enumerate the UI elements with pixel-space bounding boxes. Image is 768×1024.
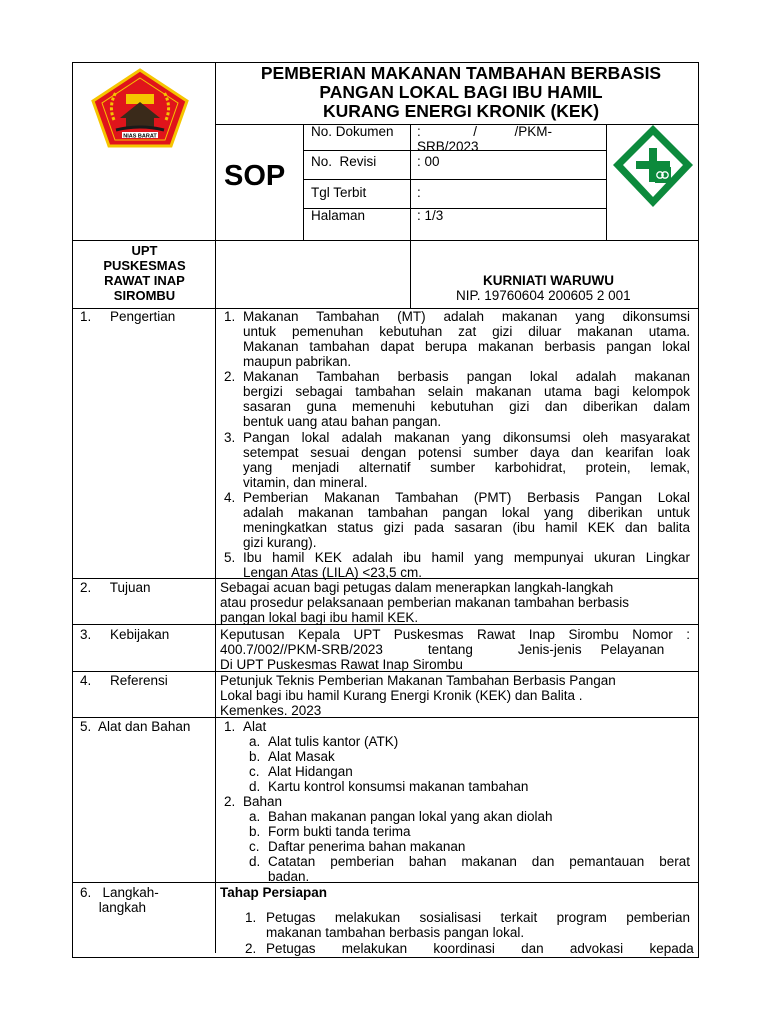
- list-item-line: bentuk uang atau bahan pangan.: [243, 414, 442, 429]
- list-item-line: Lengan Atas (LILA) <23,5 cm.: [243, 565, 422, 580]
- list-item-line: sasaran guna memenuhi kebutuhan gizi dan diberikan dalam: [243, 399, 690, 414]
- sub-letter: a.: [249, 734, 261, 749]
- list-item-line: gizi kurang).: [243, 535, 317, 550]
- divider: [72, 717, 699, 718]
- org-name-line: PUSKESMAS: [103, 258, 186, 273]
- document-title-line: PEMBERIAN MAKANAN TAMBAHAN BERBASIS: [260, 63, 662, 83]
- sub-item: Alat Masak: [268, 749, 335, 764]
- list-number: 5.: [224, 550, 236, 565]
- sub-item: badan.: [268, 869, 310, 884]
- list-number: 1.: [224, 309, 236, 324]
- divider: [303, 124, 304, 240]
- sub-item: Form bukti tanda terima: [268, 824, 411, 839]
- info-label-issue-date: Tgl Terbit: [311, 185, 367, 200]
- paragraph-line: atau prosedur pelaksanaan pemberian makanan tambahan berbasis: [220, 595, 630, 610]
- divider: [410, 124, 411, 308]
- paragraph-line: 400.7/002//PKM-SRB/2023 tentang Jenis-jenis Pelayanan: [220, 642, 665, 657]
- list-number: 2.: [224, 794, 236, 809]
- sub-item: Alat Hidangan: [268, 764, 353, 779]
- paragraph-line: Petunjuk Teknis Pemberian Makanan Tambahan Berbasis Pangan: [220, 673, 616, 688]
- sub-letter: c.: [249, 764, 260, 779]
- sub-item: Kartu kontrol konsumsi makanan tambahan: [268, 779, 529, 794]
- list-item-line: setempat sesuai dengan potensi sumber daya dan kearifan loak: [243, 445, 690, 460]
- info-value-doc-number-cont: SRB/2023: [417, 139, 479, 154]
- list-item-line: Petugas melakukan sosialisasi terkait program pemberian: [266, 910, 690, 925]
- sub-letter: a.: [249, 809, 261, 824]
- list-item-line: yang menjadi alternatif sumber karbohidrat, protein, lemak,: [243, 460, 690, 475]
- list-item-line: makanan tambahan berbasis pangan lokal.: [266, 925, 525, 940]
- puskesmas-logo: [610, 122, 696, 214]
- group-title: Bahan: [243, 794, 283, 809]
- sop-label: SOP: [224, 160, 286, 192]
- list-number: 2.: [245, 941, 257, 956]
- info-value-revision: : 00: [417, 154, 440, 169]
- paragraph-line: pangan lokal bagi ibu hamil KEK.: [220, 610, 419, 625]
- document-title-line: PANGAN LOKAL BAGI IBU HAMIL: [319, 82, 603, 102]
- sub-letter: b.: [249, 749, 261, 764]
- list-item-line: meningkatkan status gizi pada sasaran (ibu hamil KEK dan balita: [243, 520, 690, 535]
- sub-item: Daftar penerima bahan makanan: [268, 839, 466, 854]
- list-number: 4.: [224, 490, 236, 505]
- divider: [215, 62, 216, 953]
- org-name-line: SIROMBU: [113, 288, 176, 303]
- section-label-kebijakan: 3. Kebijakan: [80, 627, 170, 642]
- section-label-pengertian: 1. Pengertian: [80, 309, 176, 324]
- paragraph-line: Sebagai acuan bagi petugas dalam menerapkan langkah-langkah: [220, 580, 614, 595]
- sub-item: Catatan pemberian bahan makanan dan pemantauan berat: [268, 854, 690, 869]
- section-label-langkah: langkah: [80, 900, 147, 915]
- list-item-line: untuk pemenuhan kebutuhan zat gizi diluar makanan utama.: [243, 324, 690, 339]
- signer-name: KURNIATI WARUWU: [483, 273, 614, 288]
- stage-title: Tahap Persiapan: [220, 885, 328, 900]
- list-item-line: Pangan lokal adalah makanan yang dikonsumsi oleh masyarakat: [243, 430, 690, 445]
- info-label-revision: No. Revisi: [311, 154, 377, 169]
- paragraph-line: Keputusan Kepala UPT Puskesmas Rawat Inap Sirombu Nomor :: [220, 627, 690, 642]
- paragraph-line: Kemenkes. 2023: [220, 703, 322, 718]
- sub-letter: c.: [249, 839, 260, 854]
- list-item-line: maupun pabrikan.: [243, 354, 352, 369]
- divider: [606, 124, 607, 240]
- list-item-line: vitamin, dan mineral.: [243, 475, 368, 490]
- svg-text:NIAS BARAT: NIAS BARAT: [123, 133, 157, 140]
- regency-emblem: [90, 68, 190, 150]
- list-number: 1.: [224, 719, 236, 734]
- signer-nip: NIP. 19760604 200605 2 001: [456, 288, 631, 303]
- list-number: 1.: [245, 910, 257, 925]
- list-number: 2.: [224, 369, 236, 384]
- sub-letter: d.: [249, 779, 261, 794]
- list-item-line: Makanan Tambahan (MT) adalah makanan yang dikonsumsi: [243, 309, 690, 324]
- sub-item: Alat tulis kantor (ATK): [268, 734, 399, 749]
- info-label-doc-number: No. Dokumen: [311, 124, 394, 139]
- divider: [72, 240, 699, 241]
- section-label-langkah: 6. Langkah-: [80, 885, 159, 900]
- divider: [303, 179, 606, 180]
- sub-letter: d.: [249, 854, 261, 869]
- list-item-line: Pemberian Makanan Tambahan (PMT) Berbasis Pangan Lokal: [243, 490, 690, 505]
- info-label-page: Halaman: [311, 208, 366, 223]
- section-label-alat-bahan: 5. Alat dan Bahan: [80, 719, 191, 734]
- divider: [72, 882, 699, 883]
- section-label-tujuan: 2. Tujuan: [80, 580, 151, 595]
- list-item-line: Makanan Tambahan berbasis pangan lokal adalah makanan: [243, 369, 690, 384]
- group-title: Alat: [243, 719, 267, 734]
- section-label-referensi: 4. Referensi: [80, 673, 168, 688]
- sub-item: Bahan makanan pangan lokal yang akan diolah: [268, 809, 553, 824]
- paragraph-line: Di UPT Puskesmas Rawat Inap Sirombu: [220, 657, 463, 672]
- list-item-line: Ibu hamil KEK adalah ibu hamil yang mempunyai ukuran Lingkar: [243, 550, 690, 565]
- org-name-line: UPT: [131, 243, 158, 258]
- list-item-line: adalah makanan tambahan pangan lokal yang diberikan untuk: [243, 505, 690, 520]
- paragraph-line: Lokal bagi ibu hamil Kurang Energi Kronik (KEK) dan Balita .: [220, 688, 583, 703]
- sub-letter: b.: [249, 824, 261, 839]
- org-name-line: RAWAT INAP: [104, 273, 185, 288]
- document-title-line: KURANG ENERGI KRONIK (KEK): [322, 101, 600, 121]
- list-item-line: Makanan tambahan dapat berupa makanan berbasis pangan lokal: [243, 339, 690, 354]
- list-number: 3.: [224, 430, 236, 445]
- info-value-doc-number: : / /PKM-: [417, 124, 553, 139]
- info-value-issue-date: :: [417, 185, 421, 200]
- list-item-line: bergizi sebagai tambahan selain makanan utama bagi kelompok: [243, 384, 690, 399]
- list-item-line: Petugas melakukan koordinasi dan advokasi kepada: [266, 941, 694, 956]
- info-value-page: : 1/3: [417, 208, 444, 223]
